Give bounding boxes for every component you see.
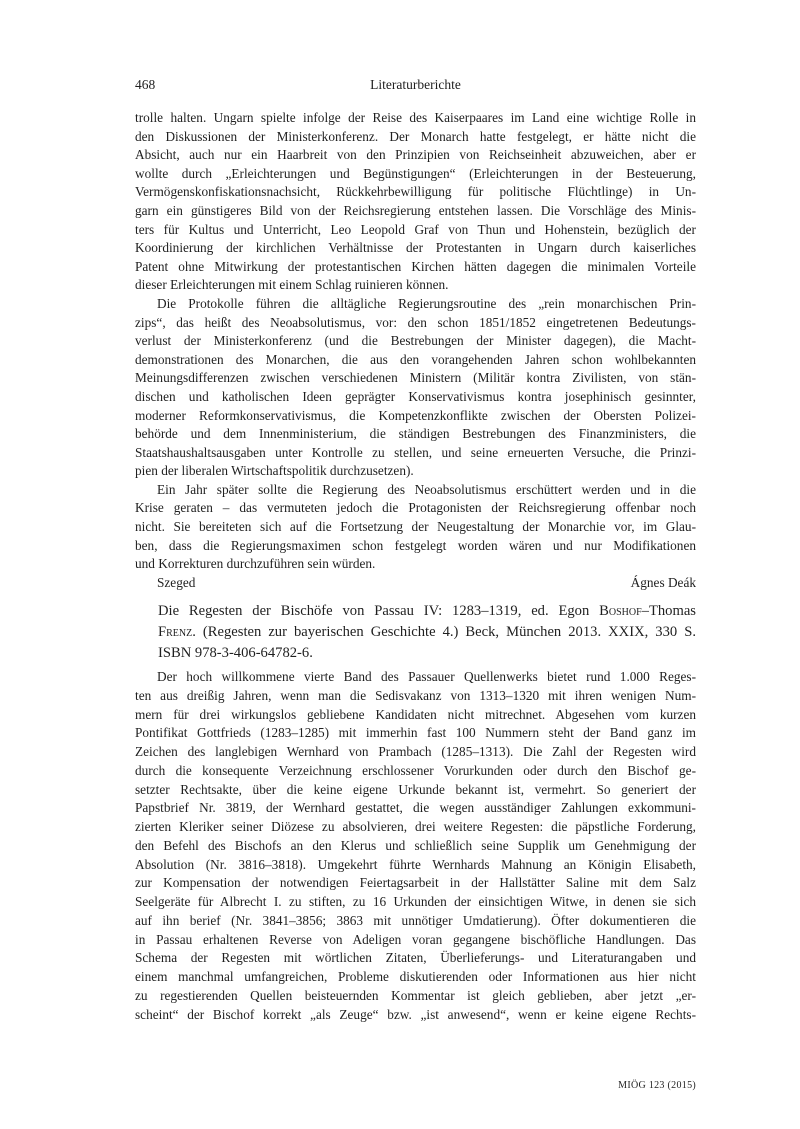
text-line: moderner Reformkonservativismus, die Kompetenzkonflikte zwischen der Obersten Polizei- <box>135 407 696 423</box>
heading-series-publisher: . (Regesten zur bayerischen Geschichte 4.) Beck, München 2013. XXIX, 330 S. <box>192 624 696 640</box>
running-title: Literaturberichte <box>370 77 461 92</box>
text-line: den Befehl des Bischofs an den Klerus und schließlich seine Supplik um Genehmigung der <box>135 837 696 853</box>
page-header <box>135 77 696 95</box>
text-line: Patent ohne Mitwirkung der protestantischen Kirchen hätten dagegen die minimalen Vorteile <box>135 258 696 274</box>
text-line: durch die konsequente Verzeichnung erschlossener Vorurkunden oder durch den Bischof ge- <box>135 762 696 778</box>
signature-place: Szeged <box>157 574 196 590</box>
text-line: Meinungsdifferenzen zwischen verschiedenen Ministern (Militär kontra Zivilisten, von stän- <box>135 370 696 386</box>
journal-reference: MIÖG 123 (2015) <box>618 1080 696 1091</box>
signature-author: Ágnes Deák <box>630 574 696 590</box>
review-text <box>135 668 696 1024</box>
heading-isbn: ISBN 978-3-406-64782-6. <box>158 645 313 661</box>
text-line: Zeichen des langlebigen Wernhard von Prambach (1285–1313). Die Zahl der Regesten wird <box>135 744 696 759</box>
heading-title: Die Regesten der Bischöfe von Passau IV: 1283–1319, ed. Egon <box>158 603 600 619</box>
text-line: garn ein günstigeres Bild von der Reichsregierung entstehen lassen. Die Vorschläge des Minis- <box>135 202 696 218</box>
text-line: mern für drei wirkungslos gebliebene Kandidaten nicht mitrechnet. Abgesehen vom kurzen <box>135 706 696 722</box>
heading-line <box>158 622 696 643</box>
editor-name-boshof: Boshof <box>599 603 642 619</box>
editor-name-frenz: Frenz <box>158 624 193 640</box>
text-line: zierten Kleriker seiner Diözese zu absolvieren, drei weitere Regesten: die päpstliche Forderung, <box>135 819 696 834</box>
text-line: pien der liberalen Wirtschaftspolitik durchzusetzen). <box>135 463 414 479</box>
text-line: Seelgeräte für Albrecht I. zu stiften, zu 16 Urkunden der einsichtigen Witwe, in denen sie sich <box>135 894 696 909</box>
text-line: Pontifikat Gottfrieds (1283–1285) mit immerhin fast 100 Nummern steht der Band ganz im <box>135 725 696 741</box>
text-line: in Passau erhaltenen Reverse von Adeligen voran gegangene bischöfliche Handlungen. Das <box>135 931 696 947</box>
text-line: Schema der Regesten mit wörtlichen Zitaten, Überlieferungs- und Literaturangaben und <box>135 950 696 966</box>
text-line: Staatshaushaltsausgaben unter Kontrolle zu stellen, und seine erneuerten Versuche, die Prinzi- <box>135 444 696 460</box>
text-line: auf ihn berief (Nr. 3841–3856; 3863 mit unnötiger Umdatierung). Öfter dokumentieren die <box>135 912 696 928</box>
text-line: ters für Kultus und Unterricht, Leo Leopold Graf von Thun und Hohenstein, bezüglich der <box>135 221 696 237</box>
text-line: Krise geraten – das vermuteten jedoch die Protagonisten der Reichsregierung offenbar noch <box>135 500 696 516</box>
text-line: ten aus dreißig Jahren, wenn man die Sedisvakanz von 1313–1320 mit ihren wenigen Num- <box>135 687 696 703</box>
page-number: 468 <box>135 77 156 92</box>
heading-line <box>158 601 696 622</box>
previous-review-text <box>135 109 696 592</box>
paragraph <box>135 109 696 295</box>
text-line: behörde und dem Innenministerium, die ständigen Bestrebungen des Finanzministers, die <box>135 426 696 442</box>
text-line: setzter Rechtsakte, über die keine eigene Urkunde bekannt ist, vermehrt. So generiert der <box>135 781 696 797</box>
text-line: einem manchmal umfangreichen, Probleme diskutierenden oder Informationen aus hier nicht <box>135 969 696 984</box>
text-line: zu regestierenden Quellen beisteuernden Kommentar ist gleich geblieben, aber jetzt „er- <box>135 987 696 1003</box>
text-line: Papstbrief Nr. 3819, der Wernhard gestattet, die wegen ausständiger Zahlungen exkommuni- <box>135 800 696 816</box>
paragraph <box>135 481 696 574</box>
text-line: Koordinierung der kirchlichen Verhältnisse der Protestanten in Ungarn durch kaiserliches <box>135 240 696 256</box>
text-line: und Korrekturen durchzuführen sein würden. <box>135 556 376 572</box>
text-line: verlust der Ministerkonferenz (und die Bestrebungen der Minister dagegen), die Macht- <box>135 333 696 349</box>
heading-separator: –Thomas <box>641 603 696 619</box>
text-line: den Diskussionen der Ministerkonferenz. Der Monarch hatte festgelegt, er hätte nicht die <box>135 128 696 144</box>
text-line: Absicht, auch nur ein Haarbreit von den Prinzipien von Reichseinheit abzuweichen, aber er <box>135 147 696 163</box>
text-line: ben, dass die Regierungsmaximen schon festgelegt worden wären und nur Modifikationen <box>135 537 696 553</box>
text-line: wollte durch „Erleichterungen und Begünstigungen“ (Erleichterungen in der Besteuerung, <box>135 165 696 181</box>
text-line: Der hoch willkommene vierte Band des Passauer Quellenwerks bietet rund 1.000 Reges- <box>157 669 696 684</box>
review-signature <box>135 574 696 593</box>
text-line: Absolution (Nr. 3816–3818). Umgekehrt führte Wernhards Mahnung an Königin Elisabeth, <box>135 856 696 872</box>
text-line: zur Kompensation der notwendigen Feiertagsarbeit in der Hallstätter Saline mit dem Salz <box>135 875 696 891</box>
text-line: dieser Erleichterungen mit einem Schlag ruinieren können. <box>135 277 449 293</box>
text-line: zips“, das heißt des Neoabsolutismus, vor: den schon 1851/1852 eingetretenen Bedeutungs- <box>135 314 696 330</box>
text-line: Die Protokolle führen die alltägliche Regierungsroutine des „rein monarchischen Prin- <box>157 295 696 311</box>
text-line: nicht. Sie bereiteten sich auf die Fortsetzung der Neugestaltung der Monarchie vor, im Glau- <box>135 519 696 535</box>
text-line: Ein Jahr später sollte die Regierung des Neoabsolutismus erschüttert werden und in die <box>157 481 696 497</box>
review-bibliographic-heading <box>158 601 696 664</box>
text-line: dischen und katholischen Ideen geprägter Konservativismus kontra josephinisch gesinnter, <box>135 388 696 404</box>
text-line: scheint“ der Bischof korrekt „als Zeuge“ bzw. „ist anwesend“, wenn er keine eigene Rechts- <box>135 1006 696 1022</box>
text-line: Vermögenskonfiskationsnachsicht, Rückkehrbewilligung für politische Flüchtlinge) in Un- <box>135 184 696 200</box>
paragraph <box>135 295 696 481</box>
text-line: trolle halten. Ungarn spielte infolge der Reise des Kaiserpaares im Land eine wichtige Rolle in <box>135 110 696 125</box>
text-line: demonstrationen des Monarchen, die aus den vorangehenden Jahren schon wohlbekannten <box>135 351 696 367</box>
